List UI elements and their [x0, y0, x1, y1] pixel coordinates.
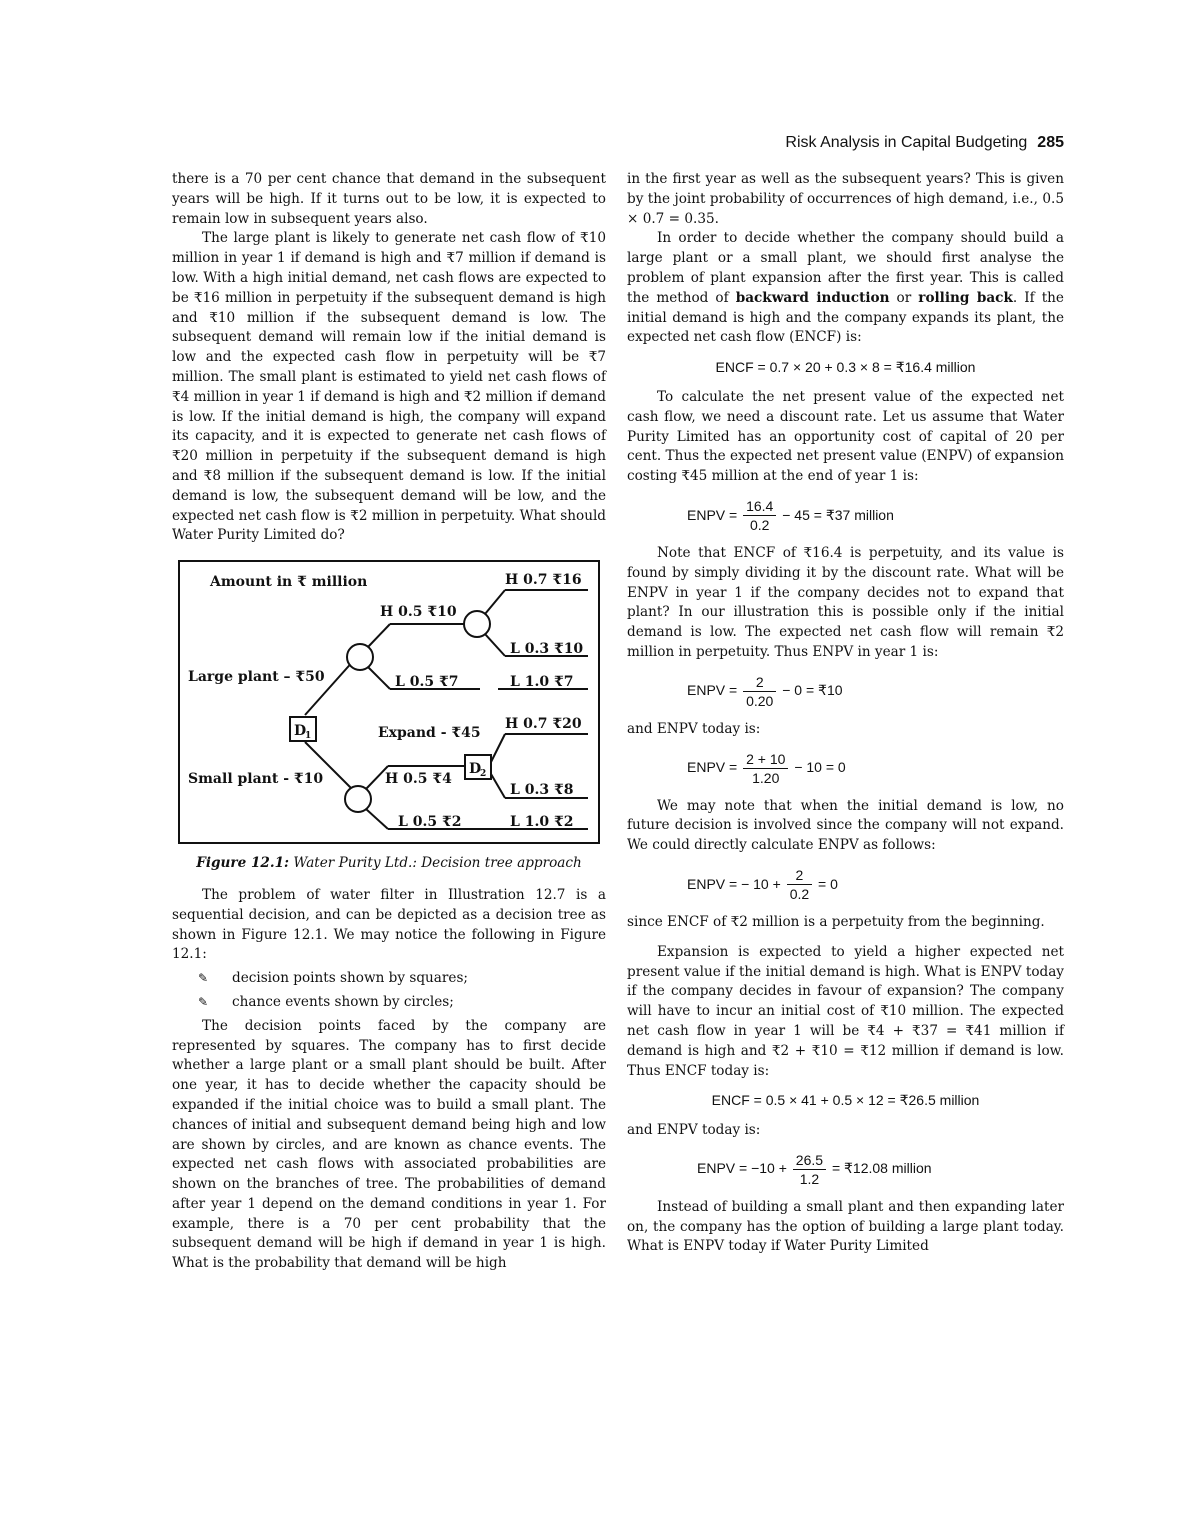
amount-label: Amount in ₹ million — [210, 574, 368, 591]
paragraph: and ENPV today is: — [627, 1122, 761, 1139]
list-item — [198, 993, 606, 1013]
paragraph: Expansion is expected to yield a higher expected net present value if the initial demand is high. What is ENPV today if the company decides in favour of expansion? The company will have to incur an initial cost of ₹10 million. The expected net cash flow in year 1 will be ₹4 + ₹37 = ₹41 million if demand is high and ₹2 + ₹10 = ₹12 million if demand is low. Thus ENCF today is: — [627, 943, 1064, 1079]
equation-encf: ENCF = 0.7 × 20 + 0.3 × 8 = ₹16.4 million — [715, 359, 976, 376]
branch-line — [368, 667, 390, 689]
branch-label: H 0.7 ₹16 — [505, 572, 582, 589]
paragraph: there is a 70 per cent chance that demand in the subsequent years will be high. If it turns out to be low, it is expected to remain low in subsequent years also. — [172, 171, 606, 227]
equation-enpv: ENPV = $\frac{16.4}{0.2}$ − 45 = ₹37 million — [687, 497, 894, 533]
branch-line — [485, 634, 505, 656]
equation-enpv: ENPV = $\frac{2}{0.20}$ − 0 = ₹10 — [687, 673, 843, 709]
paragraph: Note that ENCF of ₹16.4 is perpetuity, and its value is found by simply dividing it by the discount rate. What will be ENPV in year 1 if the company decides not to expand that plant? In our illustration this is possible only if the initial demand is low. The expected net cash flow will remain ₹2 million in perpetuity. Thus ENPV in year 1 is: — [627, 544, 1064, 660]
small-plant-label: Small plant - ₹10 — [188, 771, 324, 788]
paragraph: To calculate the net present value of the expected net cash flow, we need a discount rate. Let us assume that Water Purity Limited has an opportunity cost of capital of 20 per cent. Thus the expected net present value (ENPV) of expansion costing ₹45 million at the end of year 1 is: — [627, 388, 1064, 485]
equation-enpv: ENPV = $\frac{2 + 10}{1.20}$ − 10 = 0 — [687, 750, 846, 786]
list-item-text: chance events shown by circles; — [232, 993, 454, 1010]
d2-label: D — [469, 761, 482, 778]
figure-caption — [172, 854, 606, 874]
paragraph: The large plant is likely to generate net cash flow of ₹10 million in year 1 if demand is high and ₹7 million if demand is low. With a high initial demand, net cash flows are expected to be ₹16 million in perpetuity if the subsequent demand is high and ₹10 million if the subsequent demand is low. The subsequent demand will remain low if the initial demand is low and the expected cash flow in perpetuity will be ₹7 million. The small plant is estimated to yield net cash flows of ₹4 million in year 1 if demand is high and ₹2 million if demand is low. If the initial demand is high, the company will expand its capacity, and it is expected to generate net cash flows of ₹20 million in perpetuity if the subsequent demand is high and ₹8 million if the subsequent demand is low. If the initial demand is low, the subsequent demand will be low, and the expected net cash flow is ₹2 million in perpetuity. What should Water Purity Limited do? — [172, 230, 606, 544]
decision-tree-diagram — [180, 562, 598, 842]
paragraph: The problem of water filter in Illustration 12.7 is a sequential decision, and can be depicted as a decision tree as shown in Figure 12.1. We may notice the following in Figure 12.1: — [172, 886, 606, 963]
caption-text: Water Purity Ltd.: Decision tree approach — [289, 855, 582, 872]
pencil-icon: ✎ — [198, 971, 209, 986]
branch-line — [485, 590, 505, 614]
branch-label: H 0.7 ₹20 — [505, 716, 582, 733]
branch-label: L 1.0 ₹2 — [510, 814, 574, 831]
term-backward-induction: backward induction — [735, 289, 890, 306]
branch-label: L 0.3 ₹8 — [510, 782, 574, 799]
branch-label: L 0.3 ₹10 — [510, 641, 584, 658]
branch-line — [366, 809, 388, 829]
page-header — [0, 134, 1064, 152]
branch-label: L 0.5 ₹7 — [395, 674, 459, 691]
branch-line — [491, 734, 505, 762]
right-column — [627, 170, 1064, 1257]
left-column — [172, 170, 606, 1274]
equation-enpv: ENPV = − 10 + $\frac{2}{0.2}$ = 0 — [687, 866, 838, 902]
paragraph: The decision points faced by the company are represented by squares. The company has to first decide whether a large plant or a small plant should be built. After one year, it has to decide whether the capacity should be expanded if the initial choice was to build a small plant. The chances of initial and subsequent demand being high and low are shown by circles, and are known as chance events. The expected net cash flows with associated probabilities are shown on the branches of tree. The probabilities of demand after year 1 depend on the demand conditions in year 1. For example, there is a 70 per cent probability that the subsequent demand will be high if demand in year 1 is high. What is the probability that demand will be high — [172, 1017, 606, 1272]
running-title: Risk Analysis in Capital Budgeting — [785, 134, 1028, 151]
caption-label: Figure 12.1: — [196, 855, 290, 872]
equation-enpv: ENPV = −10 + $\frac{26.5}{1.2}$ = ₹12.08 million — [697, 1151, 932, 1187]
d1-subscript: 1 — [305, 731, 312, 742]
paragraph: We may note that when the initial demand is low, no future decision is involved since the company will not expand. We could directly calculate ENPV as follows: — [627, 797, 1064, 854]
term-rolling-back: rolling back — [918, 289, 1013, 306]
paragraph: In order to decide whether the company should build a large plant or a small plant, we should first analyse the problem of plant expansion after the first year. This is called the method of backward induction or rolling back. If the initial demand is high and the company expands its plant, the expected net cash flow (ENCF) is: — [627, 230, 1064, 346]
branch-label: L 0.5 ₹2 — [398, 814, 462, 831]
branch-label: H 0.5 ₹10 — [380, 604, 457, 621]
list-item-text: decision points shown by squares; — [232, 970, 469, 987]
paragraph: in the first year as well as the subsequent years? This is given by the joint probability of occurrences of high demand, i.e., 0.5 × 0.7 = 0.35. — [627, 171, 1064, 227]
d2-subscript: 2 — [480, 769, 487, 780]
decision-tree-figure — [178, 560, 600, 844]
page-number: 285 — [1037, 134, 1064, 151]
list-item — [198, 969, 606, 989]
branch-line — [305, 659, 355, 715]
large-plant-label: Large plant – ₹50 — [188, 669, 325, 686]
paragraph: since ENCF of ₹2 million is a perpetuity from the beginning. — [627, 913, 1045, 930]
branch-line — [368, 624, 390, 647]
pencil-icon: ✎ — [198, 994, 209, 1009]
paragraph: Instead of building a small plant and then expanding later on, the company has the option of building a large plant today. What is ENPV today if Water Purity Limited — [627, 1198, 1064, 1255]
branch-label: L 1.0 ₹7 — [510, 674, 574, 691]
equation-encf: ENCF = 0.5 × 41 + 0.5 × 12 = ₹26.5 million — [711, 1092, 980, 1109]
paragraph: and ENPV today is: — [627, 720, 761, 737]
branch-line — [491, 774, 505, 798]
chance-node-circle — [347, 644, 373, 670]
chance-node-circle — [345, 786, 371, 812]
expand-label: Expand - ₹45 — [378, 725, 481, 742]
chance-node-circle — [464, 611, 490, 637]
d1-label: D — [294, 723, 307, 740]
branch-label: H 0.5 ₹4 — [385, 771, 452, 788]
